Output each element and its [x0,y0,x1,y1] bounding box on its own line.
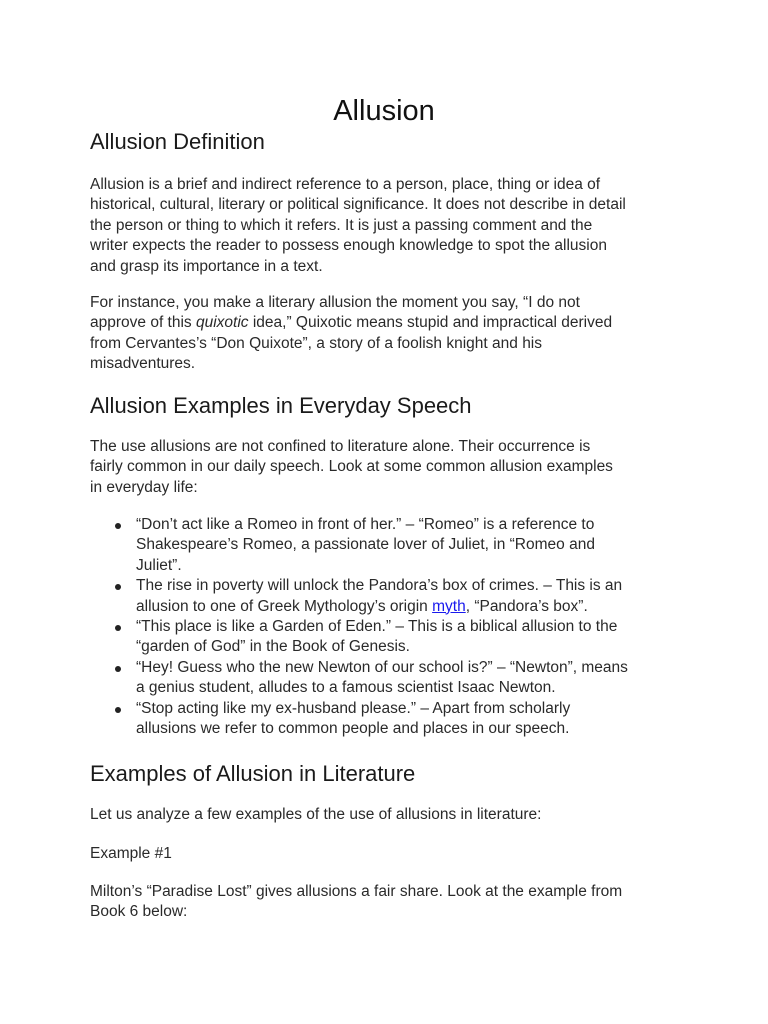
text-line: historical, cultural, literary or political significance. It does not describe in detail [90,196,626,214]
text-line [136,597,690,617]
text-line: in everyday life: [90,478,198,496]
text-segment: idea,” Quixotic means stupid and impractical derived [248,314,613,332]
instance-paragraph [90,293,690,375]
everyday-intro-paragraph [90,437,690,498]
text-line: Juliet”. [136,556,182,574]
text-line: “Don’t act like a Romeo in front of her.” – “Romeo” is a reference to [136,516,595,533]
heading-everyday-speech: Allusion Examples in Everyday Speech [90,393,472,418]
bullet-icon [115,625,121,631]
text-line: “Hey! Guess who the new Newton of our school is?” – “Newton”, means [136,658,628,676]
bullet-icon [115,707,121,713]
text-line: from Cervantes’s “Don Quixote”, a story of a foolish knight and his [90,334,543,352]
bullet-icon [115,523,121,529]
literature-intro-paragraph [90,805,690,825]
milton-paragraph [90,882,690,923]
text-segment: allusion to one of Greek Mythology’s origin [136,597,433,615]
text-line: and grasp its importance in a text. [90,257,323,275]
example-label [90,844,690,864]
italic-term: quixotic [195,314,249,332]
page-title: Allusion [333,95,435,127]
bullet-icon [115,666,121,672]
text-line: The rise in poverty will unlock the Pandora’s box of crimes. – This is an [136,577,623,595]
text-line: misadventures. [90,355,196,373]
bullet-icon [115,584,121,590]
text-line: The use allusions are not confined to literature alone. Their occurrence is [90,438,591,455]
text-line: Let us analyze a few examples of the use of allusions in literature: [90,806,542,823]
list-item [90,699,690,740]
definition-paragraph [90,175,690,277]
text-segment: , “Pandora’s box”. [465,597,588,615]
list-item [90,576,690,617]
text-line: Allusion is a brief and indirect reference to a person, place, thing or idea of [90,176,601,193]
text-line: “garden of God” in the Book of Genesis. [136,638,410,656]
text-line: the person or thing to which it refers. It is just a passing comment and the [90,216,593,234]
heading-literature-examples: Examples of Allusion in Literature [90,761,416,786]
text-line: “Stop acting like my ex-husband please.” – Apart from scholarly [136,699,571,717]
list-item [90,617,690,658]
heading-allusion-definition: Allusion Definition [90,129,265,154]
text-line [90,313,690,333]
text-line: For instance, you make a literary allusion the moment you say, “I do not [90,294,580,311]
text-line: Milton’s “Paradise Lost” gives allusions a fair share. Look at the example from [90,883,623,900]
text-line: writer expects the reader to possess enough knowledge to spot the allusion [90,237,607,255]
myth-link[interactable]: myth [432,597,466,615]
text-line: Example #1 [90,845,172,862]
text-line: “This place is like a Garden of Eden.” – This is a biblical allusion to the [136,618,618,636]
text-line: a genius student, alludes to a famous scientist Isaac Newton. [136,679,556,697]
list-item [90,658,690,699]
text-line: Shakespeare’s Romeo, a passionate lover of Juliet, in “Romeo and [136,536,595,554]
examples-list [90,515,690,739]
list-item [90,515,690,576]
text-line: fairly common in our daily speech. Look at some common allusion examples [90,458,613,476]
text-segment: approve of this [90,314,196,332]
text-line: allusions we refer to common people and places in our speech. [136,720,570,738]
text-line: Book 6 below: [90,903,188,921]
